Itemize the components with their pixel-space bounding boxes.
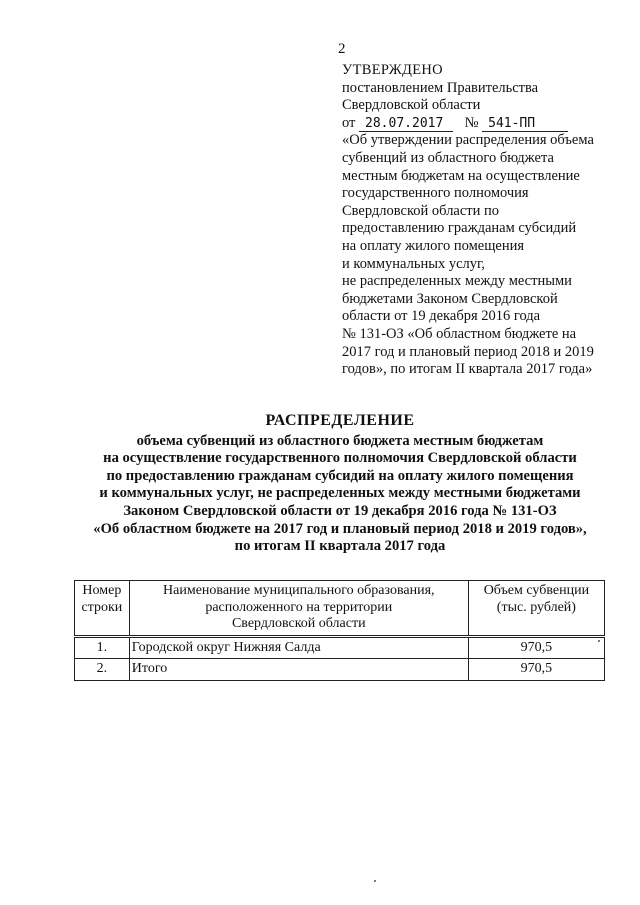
document-title-line: по предоставлению гражданам субсидий на оплату жилого помещения bbox=[106, 467, 574, 484]
resolution-title-line: Свердловской области по bbox=[342, 202, 500, 219]
subsidy-value-cell: 970,5 bbox=[468, 636, 604, 659]
header-text: (тыс. рублей) bbox=[496, 599, 576, 615]
header-municipality bbox=[129, 581, 468, 637]
resolution-title-line: «Об утверждении распределения объема bbox=[342, 132, 594, 149]
resolution-title-line: государственного полномочия bbox=[342, 185, 529, 202]
document-title-line: и коммунальных услуг, не распределенных между местными бюджетами bbox=[99, 485, 581, 502]
scan-speck bbox=[374, 880, 376, 882]
document-title-line: по итогам II квартала 2017 года bbox=[234, 538, 446, 555]
header-text: Свердловской области bbox=[231, 616, 366, 631]
resolution-title-line: годов», по итогам II квартала 2017 года» bbox=[342, 361, 593, 378]
header-text: строки bbox=[81, 599, 123, 615]
subsidy-table bbox=[74, 580, 605, 681]
document-title-line: объема субвенций из областного бюджета местным бюджетам bbox=[136, 432, 544, 449]
document-title-line: Законом Свердловской области от 19 декабря 2016 года № 131-ОЗ bbox=[123, 502, 557, 519]
municipality-cell: Итого bbox=[129, 659, 468, 681]
resolution-title-line: субвенций из областного бюджета bbox=[342, 149, 554, 166]
approval-line: Свердловской области bbox=[342, 97, 481, 114]
header-text: Объем субвенции bbox=[483, 583, 590, 598]
subsidy-value-cell: 970,5 bbox=[468, 659, 604, 681]
resolution-title-line: местным бюджетам на осуществление bbox=[342, 167, 580, 184]
document-heading: РАСПРЕДЕЛЕНИЕ bbox=[265, 412, 415, 429]
resolution-title-line: № 131-ОЗ «Об областном бюджете на bbox=[342, 325, 577, 342]
date-prefix: от bbox=[342, 114, 356, 131]
municipality-cell: Городской округ Нижняя Салда bbox=[129, 636, 468, 659]
approval-date: 28.07.2017 bbox=[359, 116, 453, 132]
resolution-title-line: и коммунальных услуг, bbox=[342, 255, 485, 272]
approval-number: 541-ПП bbox=[482, 116, 568, 132]
approval-stamp bbox=[342, 62, 632, 379]
header-row-number bbox=[75, 581, 130, 637]
resolution-title-line: не распределенных между местными bbox=[342, 273, 572, 290]
resolution-title-line: области от 19 декабря 2016 года bbox=[342, 308, 541, 325]
table-row bbox=[75, 636, 605, 659]
document-title-line: на осуществление государственного полномочия Свердловской области bbox=[103, 450, 577, 467]
resolution-title-line: предоставлению гражданам субсидий bbox=[342, 220, 577, 237]
document-title-line: «Об областном бюджете на 2017 год и плановый период 2018 и 2019 годов», bbox=[93, 520, 587, 537]
resolution-title-line: на оплату жилого помещения bbox=[342, 237, 525, 254]
header-text: Номер bbox=[82, 583, 122, 598]
header-subsidy-volume bbox=[468, 581, 604, 637]
document-title bbox=[60, 412, 620, 556]
header-text: Наименование муниципального образования, bbox=[163, 583, 435, 598]
number-prefix: № bbox=[464, 114, 479, 131]
table-header-row bbox=[75, 581, 605, 637]
scan-speck bbox=[598, 640, 600, 642]
resolution-title-line: 2017 год и плановый период 2018 и 2019 bbox=[342, 343, 594, 360]
table-row-total bbox=[75, 659, 605, 681]
row-number-cell: 1. bbox=[75, 636, 130, 659]
header-text: расположенного на территории bbox=[205, 599, 393, 615]
approval-heading: УТВЕРЖДЕНО bbox=[342, 62, 443, 78]
row-number-cell: 2. bbox=[75, 659, 130, 681]
resolution-title-line: бюджетами Законом Свердловской bbox=[342, 290, 558, 307]
approval-line: постановлением Правительства bbox=[342, 79, 539, 96]
page-number: 2 bbox=[338, 41, 346, 57]
approval-date-line bbox=[342, 115, 632, 133]
